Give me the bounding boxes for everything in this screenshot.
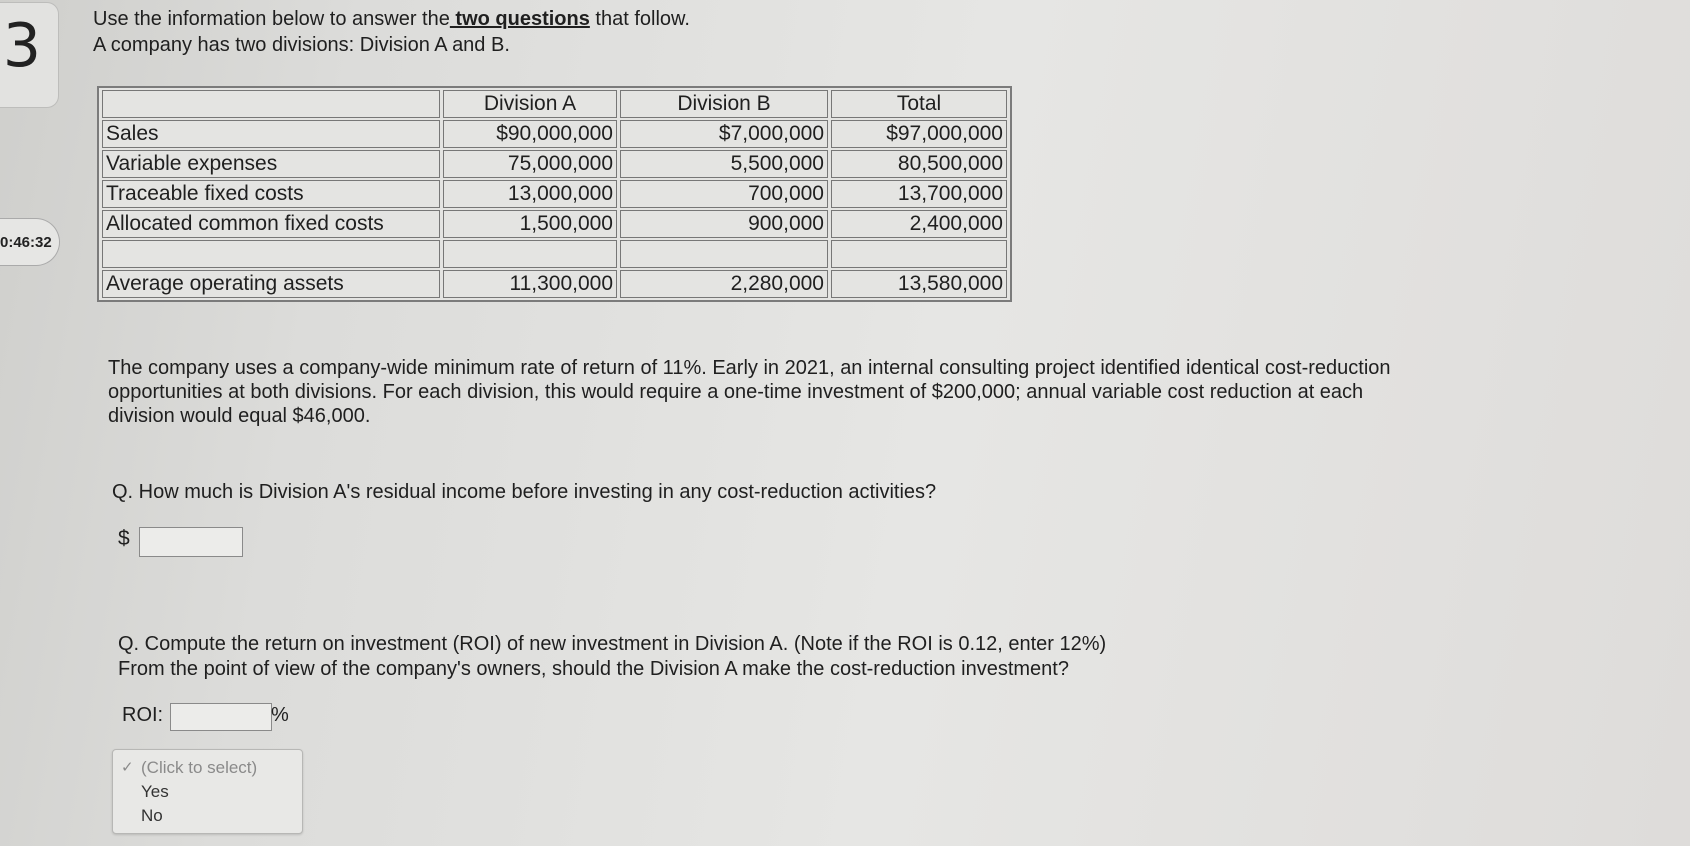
cell-division-a: 13,000,000 [443, 180, 617, 208]
question-1-text: Q. How much is Division A's residual income before investing in any cost-reduction activities? [112, 481, 937, 503]
blank-cell [443, 240, 617, 268]
cell-division-b: 5,500,000 [620, 150, 828, 178]
row-label: Sales [102, 120, 440, 148]
cell-division-b: 900,000 [620, 210, 828, 238]
cell-total: $97,000,000 [831, 120, 1007, 148]
cell-division-b: 2,280,000 [620, 270, 828, 298]
header-empty [102, 90, 440, 118]
blank-cell [831, 240, 1007, 268]
intro [93, 6, 690, 58]
currency-symbol: $ [118, 527, 130, 550]
header-total: Total [831, 90, 1007, 118]
cell-division-b: 700,000 [620, 180, 828, 208]
cell-total: 2,400,000 [831, 210, 1007, 238]
intro-line1 [93, 6, 690, 32]
question-2-line2: From the point of view of the company's owners, should the Division A make the cost-reduction investment? [118, 658, 1069, 680]
scenario-paragraph: The company uses a company-wide minimum rate of return of 11%. Early in 2021, an internal consulting project identified identical cost-reduction opportunities at both divisions. For each division, this would require a one-time investment of $200,000; annual variable cost reduction at each division would equal $46,000. [108, 357, 1391, 427]
cell-total: 13,700,000 [831, 180, 1007, 208]
cell-total: 80,500,000 [831, 150, 1007, 178]
question-number: 3 [0, 2, 59, 108]
dropdown-option-no[interactable]: No [141, 806, 163, 825]
table-row [102, 150, 1007, 178]
timer: 0:46:32 [0, 218, 60, 266]
table-row [102, 210, 1007, 238]
header-division-b: Division B [620, 90, 828, 118]
checkmark-icon: ✓ [121, 759, 134, 776]
residual-income-input[interactable] [139, 527, 243, 557]
header-division-a: Division A [443, 90, 617, 118]
cell-total: 13,580,000 [831, 270, 1007, 298]
row-label: Allocated common fixed costs [102, 210, 440, 238]
dropdown-placeholder[interactable]: (Click to select) [141, 758, 258, 777]
invest-decision-dropdown[interactable] [112, 749, 303, 834]
table-row [102, 120, 1007, 148]
intro-line2: A company has two divisions: Division A and B. [93, 34, 510, 56]
intro-text-end: that follow. [589, 8, 690, 30]
cell-division-a: 1,500,000 [443, 210, 617, 238]
table-header-row [102, 90, 1007, 118]
cell-division-b: $7,000,000 [620, 120, 828, 148]
intro-emphasis: two questions [449, 8, 590, 30]
row-label: Average operating assets [102, 270, 440, 298]
roi-input[interactable] [170, 703, 272, 731]
division-table [97, 86, 1012, 302]
dropdown-option-yes[interactable]: Yes [141, 782, 169, 801]
question-2-line1: Q. Compute the return on investment (ROI) of new investment in Division A. (Note if the ROI is 0.12, enter 12%) [118, 633, 1107, 655]
blank-cell [102, 240, 440, 268]
cell-division-a: 75,000,000 [443, 150, 617, 178]
blank-cell [620, 240, 828, 268]
percent-sign: % [271, 704, 289, 726]
table-blank-row [102, 240, 1007, 268]
row-label: Traceable fixed costs [102, 180, 440, 208]
table-row [102, 180, 1007, 208]
cell-division-a: 11,300,000 [443, 270, 617, 298]
question-2-text [118, 632, 1106, 682]
roi-label: ROI: [122, 704, 164, 726]
intro-text: Use the information below to answer the [93, 8, 450, 30]
row-label: Variable expenses [102, 150, 440, 178]
table-row [102, 270, 1007, 298]
cell-division-a: $90,000,000 [443, 120, 617, 148]
